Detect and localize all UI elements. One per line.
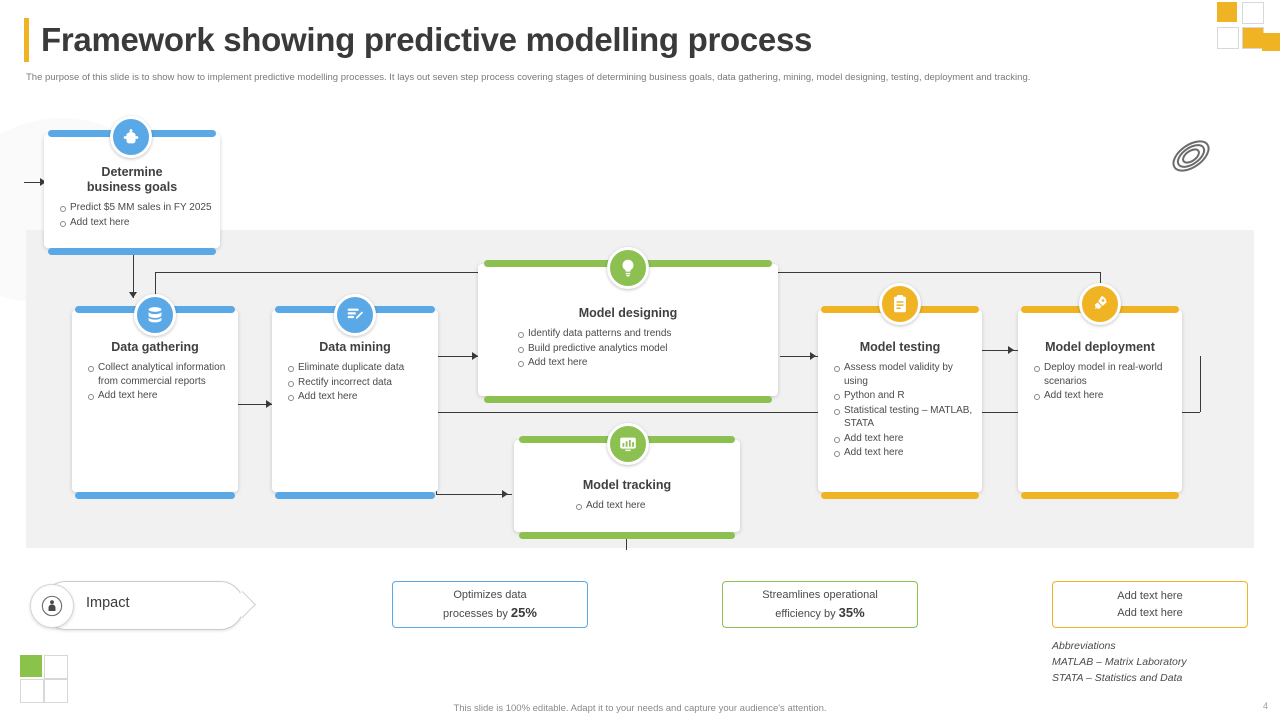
- page-title: [24, 18, 812, 62]
- footer-note: This slide is 100% editable. Adapt it to your needs and capture your audience's attention.: [453, 703, 827, 714]
- connector-loop-to-tracking-arrow: [502, 490, 508, 498]
- card-bullet: Identify data patterns and trends: [518, 327, 772, 341]
- clipboard-check-icon: [879, 283, 921, 325]
- step-card-data-gathering[interactable]: [72, 310, 238, 492]
- data-edit-icon: [334, 294, 376, 336]
- decor-square-white-4: [20, 679, 44, 703]
- rocket-launch-icon: [1079, 283, 1121, 325]
- card-bullet: Add text here: [1034, 389, 1176, 403]
- connector-5-6-arrow: [1008, 346, 1014, 354]
- card-title-line1: Determine: [101, 165, 163, 179]
- card-bullet: Add text here: [834, 446, 976, 460]
- step-card-data-mining[interactable]: [272, 310, 438, 492]
- abbreviations-line-2: STATA – Statistics and Data: [1052, 672, 1183, 684]
- stat-line2: efficiency by: [775, 607, 839, 620]
- card-title: Model tracking: [582, 478, 672, 492]
- card-bullets: [818, 361, 982, 460]
- decor-square-white-1: [1242, 2, 1264, 24]
- abbreviations-block: [1052, 638, 1187, 686]
- rings-logo-icon: [1163, 128, 1219, 184]
- card-bullets: [514, 499, 740, 513]
- card-bottom-bar: [48, 248, 216, 255]
- monitor-chart-icon: [607, 423, 649, 465]
- card-bullet: Build predictive analytics model: [518, 342, 772, 356]
- person-idea-icon: [30, 584, 74, 628]
- card-bullet: Add text here: [834, 432, 976, 446]
- decor-square-white-3: [44, 655, 68, 679]
- abbreviations-heading: Abbreviations: [1052, 640, 1116, 652]
- stat-value: 25%: [510, 604, 537, 620]
- card-bullet: Deploy model in real-world scenarios: [1034, 361, 1176, 388]
- card-bullet: Predict $5 MM sales in FY 2025: [60, 201, 214, 215]
- card-title: Data gathering: [111, 340, 199, 354]
- card-bullet: Statistical testing – MATLAB, STATA: [834, 404, 976, 431]
- card-title-line2: business goals: [86, 180, 178, 194]
- card-bullet: Add text here: [518, 356, 772, 370]
- card-bullets: [478, 327, 778, 370]
- page-number: 4: [1262, 701, 1268, 711]
- title-text: Framework showing predictive modelling process: [41, 21, 813, 58]
- connector-loop-to-tracking: [436, 494, 512, 495]
- decor-square-white-2: [1217, 27, 1239, 49]
- card-bottom-bar: [1021, 492, 1179, 499]
- card-bullet: Add text here: [88, 389, 232, 403]
- card-title: Model designing: [578, 306, 678, 320]
- card-title: Model testing: [859, 340, 941, 354]
- card-bottom-bar: [821, 492, 979, 499]
- connector-4-5-arrow: [810, 352, 816, 360]
- lightbulb-gear-icon: [607, 247, 649, 289]
- decor-square-green-1: [20, 655, 42, 677]
- card-bullets: [272, 361, 438, 404]
- stat-line1: Add text here: [1117, 589, 1183, 602]
- step-card-model-deployment[interactable]: [1018, 310, 1182, 492]
- card-title: Model deployment: [1045, 340, 1155, 354]
- step-card-model-testing[interactable]: [818, 310, 982, 492]
- connector-6-loop-vert: [1200, 356, 1201, 412]
- impact-pill-notch: [229, 591, 256, 618]
- stat-line1: Optimizes data: [453, 588, 527, 601]
- decor-square-yellow-3: [1262, 33, 1280, 51]
- card-title: Data mining: [319, 340, 391, 354]
- connector-1-2-arrow: [129, 292, 137, 298]
- decor-square-yellow-2: [1242, 27, 1264, 49]
- card-bottom-bar: [275, 492, 435, 499]
- decor-square-yellow-1: [1217, 2, 1237, 22]
- handshake-icon: [110, 116, 152, 158]
- stat-placeholder: [1052, 581, 1248, 628]
- card-bottom-bar: [519, 532, 735, 539]
- stat-line2: Add text here: [1117, 606, 1183, 619]
- card-bullet: Add text here: [576, 499, 734, 513]
- stat-value: 35%: [838, 604, 865, 620]
- card-bullet: Rectify incorrect data: [288, 376, 432, 390]
- card-bottom-bar: [484, 396, 772, 403]
- card-bullet: Add text here: [60, 216, 214, 230]
- card-bullet: Collect analytical information from commercial reports: [88, 361, 232, 388]
- stat-line2: processes by: [443, 607, 511, 620]
- card-bullet: Assess model validity by using: [834, 361, 976, 388]
- impact-badge[interactable]: [30, 581, 255, 628]
- decor-square-white-5: [44, 679, 68, 703]
- stat-line1: Streamlines operational: [762, 588, 878, 601]
- stat-streamlines: [722, 581, 918, 628]
- card-bottom-bar: [75, 492, 235, 499]
- stat-optimizes: [392, 581, 588, 628]
- page-subtitle: The purpose of this slide is to show how to implement predictive modelling processes. It lays out seven step process covering stages of determining business goals, data gathering, mining, model designing, testing, deployment and tracking.: [26, 72, 1031, 83]
- card-bullet: Add text here: [288, 390, 432, 404]
- card-bullets: [72, 361, 238, 403]
- connector-1-2-vert: [133, 250, 134, 298]
- card-bullet: Eliminate duplicate data: [288, 361, 432, 375]
- card-bullet: Python and R: [834, 389, 976, 403]
- card-bullets: [1018, 361, 1182, 403]
- database-search-icon: [134, 294, 176, 336]
- card-bullets: [44, 201, 220, 229]
- impact-label: Impact: [86, 595, 130, 611]
- card-title: [44, 165, 220, 195]
- title-accent-bar: [24, 18, 29, 62]
- abbreviations-line-1: MATLAB – Matrix Laboratory: [1052, 656, 1187, 668]
